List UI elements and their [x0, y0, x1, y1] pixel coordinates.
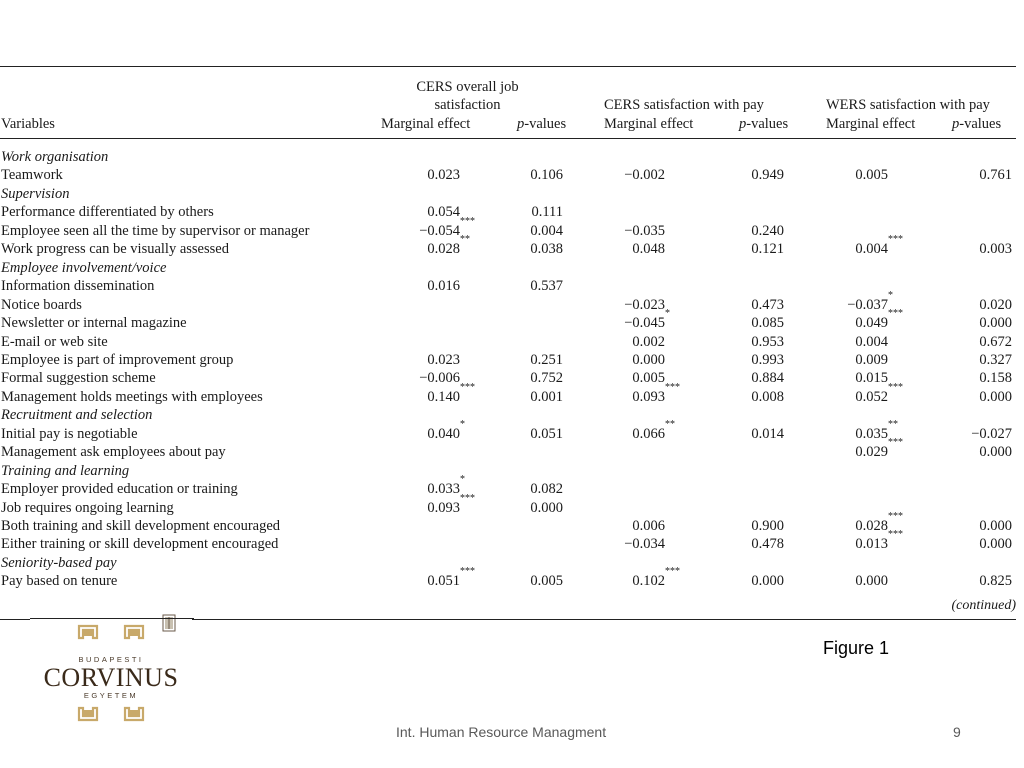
cell-c1: −0.054***	[419, 215, 475, 239]
cell-value: 0.082	[530, 481, 563, 498]
section-label: Training and learning	[1, 462, 130, 479]
cell-c5: −0.037*	[847, 289, 893, 313]
cell-c5: 0.035**	[855, 418, 898, 442]
cell-c6	[950, 443, 1012, 462]
header-p-values-1: p-values	[517, 116, 567, 132]
cell-c2	[515, 240, 563, 259]
cell-value: 0.949	[751, 167, 784, 184]
cell-value: −0.054	[419, 222, 460, 239]
cell-c2	[515, 480, 563, 499]
cell-c4	[738, 166, 784, 185]
cell-value: 0.005	[855, 167, 888, 184]
variable-label: E-mail or web site	[1, 333, 108, 350]
cell-c6	[950, 240, 1012, 259]
table-row	[0, 308, 1020, 333]
cell-c3	[600, 333, 691, 352]
figure-label: Figure 1	[823, 638, 890, 658]
cell-c6	[950, 166, 1012, 185]
cell-c3	[600, 499, 691, 518]
variable-label: Performance differentiated by others	[1, 204, 214, 221]
cell-c3: −0.045*	[624, 308, 670, 332]
cell-c4	[738, 222, 784, 241]
logo-top-text: BUDAPESTI	[78, 655, 144, 664]
cell-value: 0.140	[427, 388, 460, 405]
cell-c4	[738, 296, 784, 315]
table-row	[0, 333, 1020, 352]
table-top-rule	[0, 66, 1016, 67]
cell-value: 0.002	[632, 333, 665, 350]
cell-value: 0.473	[751, 296, 784, 313]
section-label: Supervision	[1, 185, 70, 202]
header-p-values-3: p-values	[952, 116, 1002, 132]
table-row	[0, 437, 1020, 462]
logo-main-text: CORVINUS	[43, 663, 179, 692]
cell-c2	[515, 351, 563, 370]
cell-value: 0.327	[979, 351, 1012, 368]
cell-value: −0.035	[624, 222, 665, 239]
cell-value: 0.004	[855, 241, 888, 258]
cell-value: 0.000	[632, 351, 665, 368]
cell-c3	[600, 222, 691, 241]
cell-value: 0.023	[427, 351, 460, 368]
cell-value: 0.093	[632, 388, 665, 405]
cell-value: 0.158	[979, 370, 1012, 387]
logo-bottom-text: EGYETEM	[83, 691, 139, 700]
variable-label: Information dissemination	[1, 278, 155, 295]
cell-value: 0.825	[979, 573, 1012, 590]
cell-value: 0.953	[751, 333, 784, 350]
cell-value: 0.478	[751, 536, 784, 553]
variable-label: Management holds meetings with employees	[1, 388, 263, 405]
table-row	[0, 234, 1020, 259]
cell-c3	[600, 517, 691, 536]
cell-c3	[600, 296, 691, 315]
corvinus-logo	[30, 612, 192, 730]
cell-c1	[380, 166, 486, 185]
cell-c5: 0.052***	[855, 381, 903, 405]
cell-value: 0.240	[751, 222, 784, 239]
cell-value: 0.009	[855, 351, 888, 368]
cell-value: 0.004	[855, 333, 888, 350]
cell-value: 0.884	[751, 370, 784, 387]
cell-c2	[515, 222, 563, 241]
cell-c2	[515, 388, 563, 407]
cell-value: 0.537	[530, 278, 563, 295]
cell-c1	[380, 517, 486, 536]
cell-c5: 0.029***	[855, 437, 903, 461]
cell-c5	[820, 203, 914, 222]
cell-value: −0.027	[971, 425, 1012, 442]
cell-c4	[738, 517, 784, 536]
cell-value: 0.054	[427, 204, 460, 221]
cell-value: 0.111	[531, 204, 563, 221]
cell-c1	[380, 277, 486, 296]
cell-value: 0.000	[530, 499, 563, 516]
variable-label: Notice boards	[1, 296, 82, 313]
cell-c3	[600, 351, 691, 370]
cell-c2	[515, 277, 563, 296]
section-heading	[0, 259, 1020, 278]
table-row	[0, 474, 1020, 499]
cell-c6	[950, 572, 1012, 591]
cell-c1: 0.140***	[427, 381, 475, 405]
cell-value: 0.000	[979, 536, 1012, 553]
cell-value: 0.102	[632, 573, 665, 590]
variable-label: Work progress can be visually assessed	[1, 241, 229, 258]
logo-top-rule	[30, 618, 194, 619]
cell-c5: 0.013***	[855, 529, 903, 553]
cell-value: 0.005	[530, 573, 563, 590]
variable-label: Formal suggestion scheme	[1, 370, 156, 387]
cell-value: 0.993	[751, 351, 784, 368]
continued-note: (continued)	[951, 598, 1016, 613]
cell-c2	[515, 166, 563, 185]
variable-label: Management ask employees about pay	[1, 444, 226, 461]
header-variables: Variables	[1, 116, 55, 132]
cell-c6	[950, 535, 1012, 554]
cell-c1	[380, 296, 486, 315]
cell-c4	[738, 572, 784, 591]
cell-value: 0.038	[530, 241, 563, 258]
table-row	[0, 566, 1020, 591]
cell-c6	[950, 517, 1012, 536]
cell-c3	[600, 443, 691, 462]
cell-value: 0.048	[632, 241, 665, 258]
cell-c5: 0.004***	[855, 234, 903, 258]
cell-value: 0.066	[632, 425, 665, 442]
cell-value: −0.002	[624, 167, 665, 184]
cell-c3: 0.102***	[632, 566, 680, 590]
cell-value: −0.006	[419, 370, 460, 387]
cell-value: 0.004	[530, 222, 563, 239]
cell-c2	[515, 369, 563, 388]
cell-c3	[600, 166, 691, 185]
cell-value: 0.000	[979, 444, 1012, 461]
cell-value: 0.049	[855, 315, 888, 332]
variable-label: Employer provided education or training	[1, 481, 238, 498]
table-row	[0, 369, 1020, 388]
section-heading	[0, 462, 1020, 481]
cell-value: 0.000	[751, 573, 784, 590]
cell-c1	[380, 333, 486, 352]
cell-value: 0.033	[427, 481, 460, 498]
cell-c1: 0.028**	[427, 234, 470, 258]
cell-value: 0.051	[530, 425, 563, 442]
cell-value: 0.052	[855, 388, 888, 405]
variable-label: Employee seen all the time by supervisor or manager	[1, 222, 310, 239]
variable-label: Newsletter or internal magazine	[1, 315, 187, 332]
header-group2: CERS satisfaction with pay	[604, 97, 764, 113]
cell-c1: 0.033*	[427, 474, 465, 498]
footer-text: Int. Human Resource Managment	[396, 724, 607, 740]
cell-value: 0.005	[632, 370, 665, 387]
cell-value: 0.040	[427, 425, 460, 442]
section-label: Recruitment and selection	[1, 407, 153, 424]
cell-value: 0.752	[530, 370, 563, 387]
cell-value: −0.034	[624, 536, 665, 553]
table-row	[0, 203, 1020, 222]
cell-c5: 0.049***	[855, 308, 903, 332]
cell-value: −0.037	[847, 296, 888, 313]
variable-label: Employee is part of improvement group	[1, 351, 234, 368]
variable-label: Either training or skill development encouraged	[1, 536, 279, 553]
header-group3: WERS satisfaction with pay	[826, 97, 990, 113]
cell-c2	[515, 499, 563, 518]
cell-value: 0.028	[855, 518, 888, 534]
corvinus-logo-graphic	[30, 612, 192, 730]
cell-c1: 0.040*	[427, 418, 465, 442]
table-row	[0, 289, 1020, 315]
cell-c3: 0.066**	[632, 418, 675, 442]
cell-value: −0.045	[624, 315, 665, 332]
cell-value: 0.051	[427, 573, 460, 590]
section-heading	[0, 554, 1020, 573]
cell-c1	[380, 535, 486, 554]
variable-label: Pay based on tenure	[1, 573, 118, 590]
cell-value: 0.008	[751, 388, 784, 405]
table-row	[0, 277, 1020, 296]
cell-c4	[738, 535, 784, 554]
table-row	[0, 511, 1020, 536]
cell-value: 0.900	[751, 518, 784, 534]
table-header-rule	[0, 138, 1016, 139]
cell-c2	[515, 203, 563, 222]
cell-c1	[380, 351, 486, 370]
variable-label: Initial pay is negotiable	[1, 425, 138, 442]
cell-c3	[600, 277, 691, 296]
section-heading	[0, 185, 1020, 204]
cell-c1: 0.051***	[427, 566, 475, 590]
section-label: Employee involvement/voice	[1, 259, 167, 276]
cell-c4	[738, 314, 784, 333]
cell-c5	[820, 333, 914, 352]
cell-value: 0.000	[979, 518, 1012, 534]
cell-value: 0.000	[979, 315, 1012, 332]
variable-label: Both training and skill development encouraged	[1, 518, 281, 534]
cell-c5	[820, 166, 914, 185]
cell-c5	[820, 480, 914, 499]
cell-c1	[380, 314, 486, 333]
cell-c6	[950, 369, 1012, 388]
cell-value: 0.029	[855, 444, 888, 461]
cell-value: 0.001	[530, 388, 563, 405]
cell-c3: 0.093***	[632, 381, 680, 405]
cell-value: −0.023	[624, 296, 665, 313]
cell-value: 0.672	[979, 333, 1012, 350]
cell-value: 0.106	[530, 167, 563, 184]
cell-c5	[820, 277, 914, 296]
cell-value: 0.016	[427, 278, 460, 295]
cell-value: 0.000	[979, 388, 1012, 405]
cell-value: 0.020	[979, 296, 1012, 313]
cell-c4	[738, 351, 784, 370]
variable-label: Job requires ongoing learning	[1, 499, 174, 516]
cell-value: 0.015	[855, 370, 888, 387]
variable-label: Teamwork	[1, 167, 63, 184]
cell-c6	[950, 388, 1012, 407]
section-heading	[0, 406, 1020, 425]
header-group1-line2: satisfaction	[434, 97, 501, 113]
table-row	[0, 215, 1020, 241]
cell-value: 0.121	[751, 241, 784, 258]
cell-c4	[738, 333, 784, 352]
cell-c4	[738, 369, 784, 388]
cell-c3	[600, 535, 691, 554]
table-row	[0, 418, 1020, 444]
table-row	[0, 529, 1020, 554]
cell-c3	[600, 480, 691, 499]
header-marginal-effect-3: Marginal effect	[826, 116, 916, 132]
cell-c5: 0.028***	[855, 511, 903, 534]
cell-value: 0.035	[855, 425, 888, 442]
cell-value: 0.003	[979, 241, 1012, 258]
cell-c4	[738, 388, 784, 407]
cell-c2	[515, 572, 563, 591]
header-marginal-effect-2: Marginal effect	[604, 116, 694, 132]
header-p-values-2: p-values	[739, 116, 789, 132]
cell-c5	[820, 572, 914, 591]
page-number: 9	[953, 724, 961, 740]
cell-c6	[950, 314, 1012, 333]
cell-c6	[950, 333, 1012, 352]
cell-c1: 0.093***	[427, 492, 475, 516]
cell-c4	[738, 425, 784, 444]
cell-value: 0.000	[855, 573, 888, 590]
cell-c5	[820, 351, 914, 370]
cell-value: 0.014	[751, 425, 784, 442]
cell-c1	[380, 443, 486, 462]
section-heading	[0, 148, 1020, 167]
cell-value: 0.013	[855, 536, 888, 553]
section-label: Seniority-based pay	[1, 554, 117, 571]
cell-c6	[950, 351, 1012, 370]
cell-value: 0.023	[427, 167, 460, 184]
cell-c3	[600, 203, 691, 222]
cell-value: 0.028	[427, 241, 460, 258]
cell-c6	[950, 425, 1012, 444]
table-row	[0, 351, 1020, 370]
cell-c6	[950, 296, 1012, 315]
header-marginal-effect-1: Marginal effect	[381, 116, 471, 132]
cell-value: 0.093	[427, 499, 460, 516]
cell-value: 0.251	[530, 351, 563, 368]
table-row	[0, 492, 1020, 518]
header-group1-line1: CERS overall job	[416, 79, 519, 95]
cell-value: 0.006	[632, 518, 665, 534]
cell-c3	[600, 240, 691, 259]
cell-c2	[515, 425, 563, 444]
section-label: Work organisation	[1, 149, 109, 165]
table-row	[0, 166, 1020, 185]
table-row	[0, 381, 1020, 407]
cell-c4	[738, 240, 784, 259]
cell-value: 0.085	[751, 315, 784, 332]
cell-value: 0.761	[979, 167, 1012, 184]
